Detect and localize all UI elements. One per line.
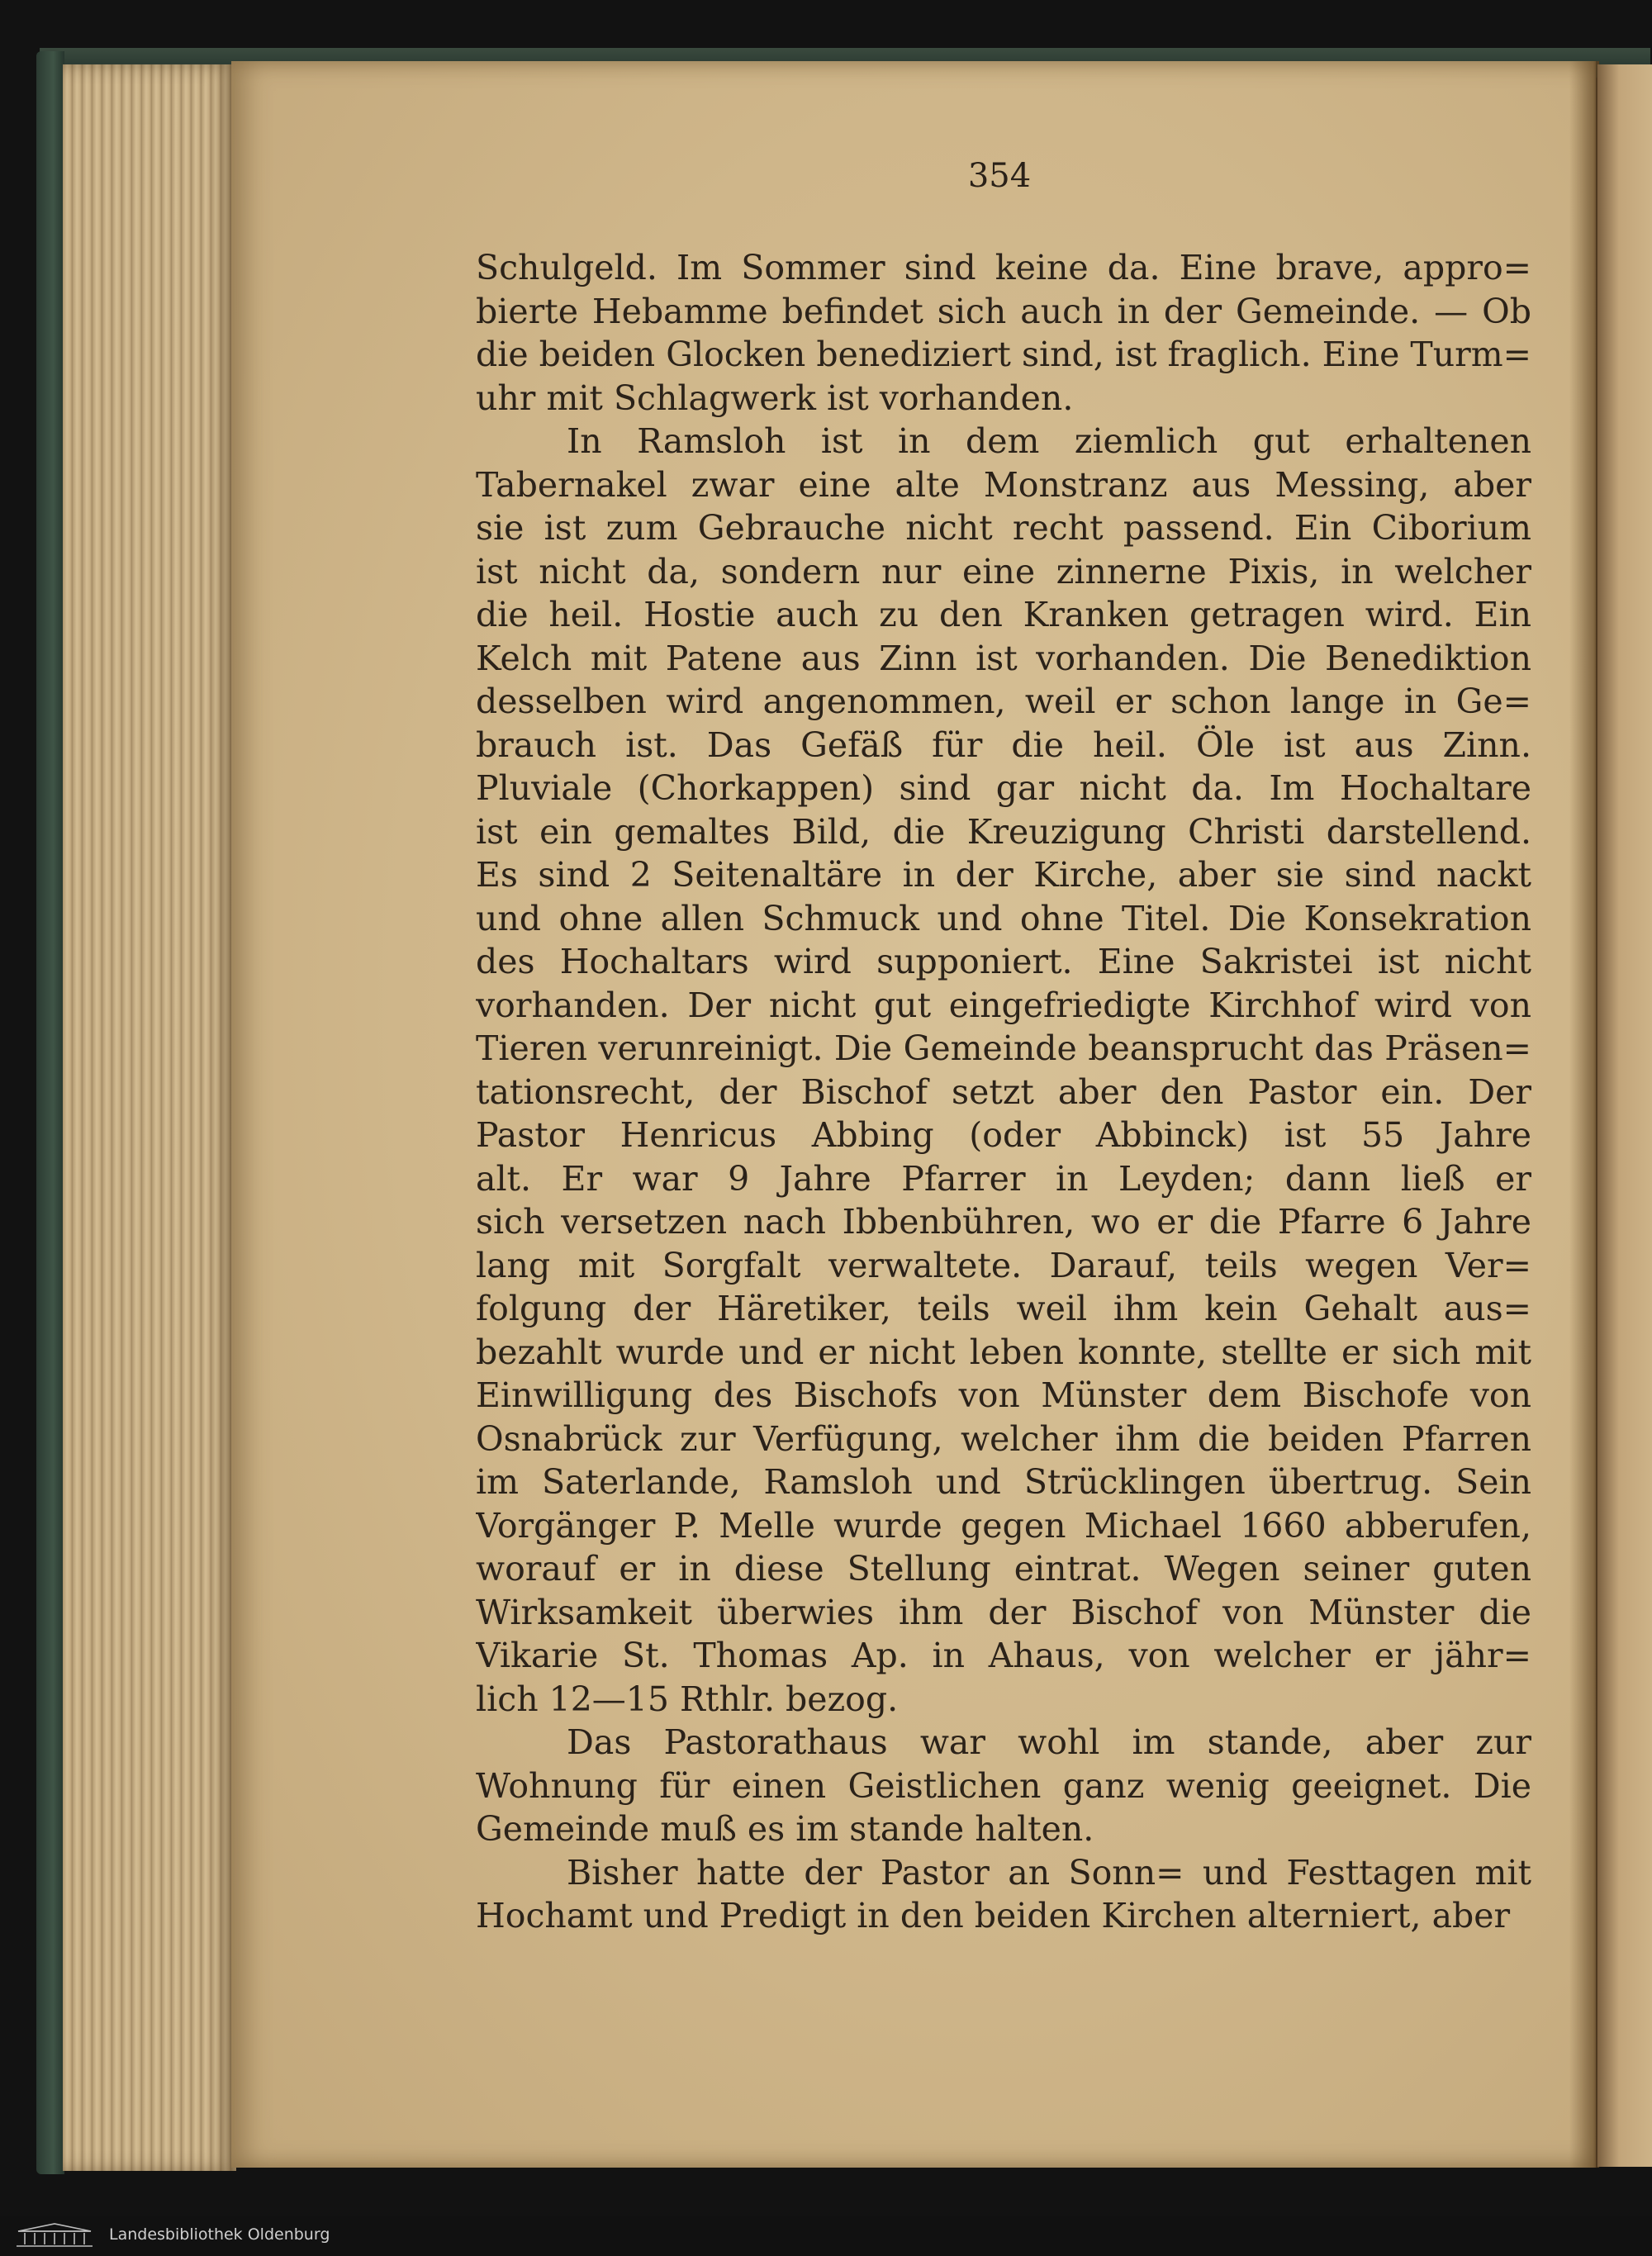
paragraph [476, 1851, 1531, 1938]
text-line: In Ramsloh ist in dem ziemlich gut erhaltenen [567, 421, 1531, 461]
facing-page-edge [1597, 64, 1652, 2167]
page-number: 354 [967, 157, 1032, 195]
paragraph [476, 246, 1531, 420]
text-line: Schulgeld. Im Sommer sind keine da. Eine brave, appro= [476, 248, 1531, 287]
text-line: ist nicht da, sondern nur eine zinnerne Pixis, in welcher [476, 551, 1531, 591]
text-line: Pastor Henricus Abbing (oder Abbinck) ist 55 Jahre [476, 1115, 1531, 1155]
text-line: und ohne allen Schmuck und ohne Titel. Die Konsekration [476, 898, 1531, 938]
text-line: Osnabrück zur Verfügung, welcher ihm die beiden Pfarren [476, 1418, 1531, 1459]
paragraph [476, 420, 1531, 1721]
text-line: tationsrecht, der Bischof setzt aber den Pastor ein. Der [476, 1071, 1531, 1112]
text-line: Tabernakel zwar eine alte Monstranz aus Messing, aber [476, 464, 1531, 505]
text-line: Gemeinde muß es im stande halten. [476, 1809, 1094, 1849]
page-edges [63, 64, 236, 2171]
text-line: alt. Er war 9 Jahre Pfarrer in Leyden; dann ließ er [476, 1158, 1531, 1199]
text-line: Wirksamkeit überwies ihm der Bischof von Münster die [476, 1592, 1531, 1632]
text-line: des Hochaltars wird supponiert. Eine Sakristei ist nicht [476, 942, 1531, 981]
text-line: bierte Hebamme befindet sich auch in der Gemeinde. — Ob [476, 291, 1531, 331]
text-line: Wohnung für einen Geistlichen ganz wenig geeignet. Die [476, 1765, 1531, 1806]
text-line: sie ist zum Gebrauche nicht recht passend. Ein Ciborium [476, 508, 1531, 548]
text-line: Tieren verunreinigt. Die Gemeinde beansprucht das Präsen= [476, 1028, 1531, 1068]
text-line: Es sind 2 Seitenaltäre in der Kirche, aber sie sind nackt [476, 855, 1531, 895]
text-line: Das Pastorathaus war wohl im stande, aber zur [567, 1722, 1531, 1762]
text-line: die heil. Hostie auch zu den Kranken getragen wird. Ein [476, 595, 1531, 634]
text-line: Vikarie St. Thomas Ap. in Ahaus, von welcher er jähr= [476, 1636, 1531, 1675]
text-line: Bisher hatte der Pastor an Sonn= und Festtagen mit [567, 1852, 1531, 1893]
text-line: desselben wird angenommen, weil er schon lange in Ge= [476, 682, 1531, 721]
library-name: Landesbibliothek Oldenburg [109, 2225, 330, 2244]
footer-bar [0, 2216, 1652, 2256]
text-line: brauch ist. Das Gefäß für die heil. Öle ist aus Zinn. [476, 724, 1531, 765]
text-line: uhr mit Schlagwerk ist vorhanden. [476, 378, 1074, 418]
book-cover-spine [36, 51, 64, 2174]
text-line: im Saterlande, Ramsloh und Strücklingen übertrug. Sein [476, 1462, 1531, 1502]
text-line: worauf er in diese Stellung eintrat. Wegen seiner guten [476, 1549, 1531, 1589]
text-line: folgung der Häretiker, teils weil ihm kein Gehalt aus= [476, 1289, 1531, 1328]
text-line: die beiden Glocken benediziert sind, ist fraglich. Eine Turm= [476, 335, 1531, 374]
page-gutter [1569, 61, 1599, 2168]
text-line: Vorgänger P. Melle wurde gegen Michael 1660 abberufen, [476, 1505, 1531, 1546]
page-text [476, 246, 1531, 1938]
text-line: lich 12—15 Rthlr. bezog. [476, 1679, 899, 1719]
text-line: bezahlt wurde und er nicht leben konnte, stellte er sich mit [476, 1332, 1531, 1372]
text-line: Kelch mit Patene aus Zinn ist vorhanden. Die Benediktion [476, 638, 1531, 678]
text-line: vorhanden. Der nicht gut eingefriedigte Kirchhof wird von [476, 985, 1531, 1025]
text-line: sich versetzen nach Ibbenbühren, wo er die Pfarre 6 Jahre [476, 1202, 1531, 1242]
text-line: Pluviale (Chorkappen) sind gar nicht da. Im Hochaltare [476, 768, 1531, 808]
text-line: Einwilligung des Bischofs von Münster dem Bischofe von [476, 1375, 1531, 1415]
text-line: Hochamt und Predigt in den beiden Kirchen alterniert, aber [476, 1896, 1511, 1935]
text-line: lang mit Sorgfalt verwaltete. Darauf, teils wegen Ver= [476, 1245, 1531, 1285]
library-building-icon [13, 2222, 96, 2249]
paragraph [476, 1721, 1531, 1851]
text-line: ist ein gemaltes Bild, die Kreuzigung Christi darstellend. [476, 811, 1531, 852]
